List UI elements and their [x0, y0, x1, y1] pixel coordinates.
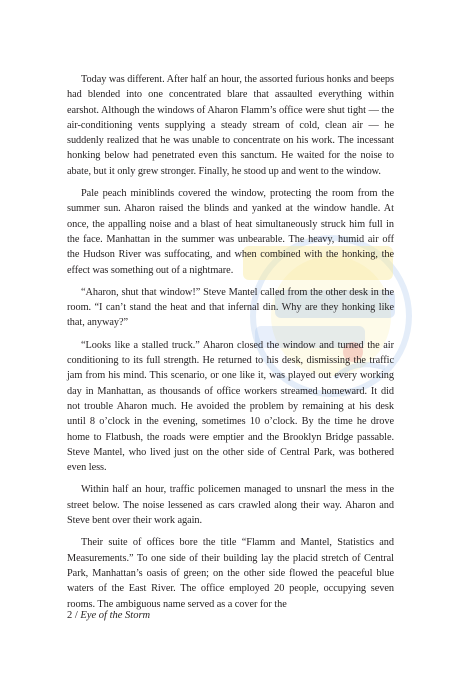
paragraph: Their suite of offices bore the title “Flamm and Mantel, Statistics and Measurements.” To one side of their building lay the placid stretch of Central Park, Manhattan’s oasis of green; on the other side flowed the peaceful blue waters of the East River. The office employed 20 people, occupying seven rooms. The ambiguous name served as a cover for the: [67, 537, 394, 610]
paragraph: Pale peach miniblinds covered the window, protecting the room from the summer sun. Aharon raised the blinds and yanked at the window handle. At once, the appalling noise and a blast of heat simultaneously struck him full in the face. Manhattan in the summer was unbearable. The heavy, humid air off the Hudson River was suffocating, and when combined with the honking, the effect was something out of a nightmare.: [67, 188, 394, 276]
paragraph: Today was different. After half an hour, the assorted furious honks and beeps had blended into one concentrated blare that assaulted everything within earshot. Although the windows of Aharon Flamm’s office were shut tight — the air-conditioning vents supplying a steady stream of cold, clean air — he suddenly realized that he was unable to concentrate on his work. The incessant honking below had penetrated even this sanctum. He waited for the noise to abate, but it only grew stronger. Finally, he stood up and went to the window.: [67, 74, 394, 177]
body-text: [67, 72, 394, 619]
running-title: Eye of the Storm: [80, 610, 151, 621]
page-number: 2: [67, 610, 73, 621]
page-footer: [67, 609, 150, 623]
paragraph: Within half an hour, traffic policemen managed to unsnarl the mess in the street below. The noise lessened as cars crawled along their way. Aharon and Steve bent over their work again.: [67, 484, 394, 527]
footer-separator: /: [74, 610, 78, 621]
paragraph: “Aharon, shut that window!” Steve Mantel called from the other desk in the room. “I can’t stand the heat and that infernal din. Why are they honking like that, anyway?”: [67, 286, 394, 329]
paragraph: “Looks like a stalled truck.” Aharon closed the window and turned the air conditioning to its full strength. He returned to his desk, dismissing the traffic jam from his mind. This scenario, or one like it, was played out every working day in Manhattan, as thousands of office workers streamed homeward. It did not trouble Aharon much. He avoided the problem by remaining at his desk until 8 o’clock in the evening, sometimes 10 o’clock. By the time he drove home to Flatbush, the roads were emptier and the Brooklyn Bridge passable. Steve Mantel, who lived just on the other side of Central Park, was bothered even less.: [67, 339, 394, 474]
